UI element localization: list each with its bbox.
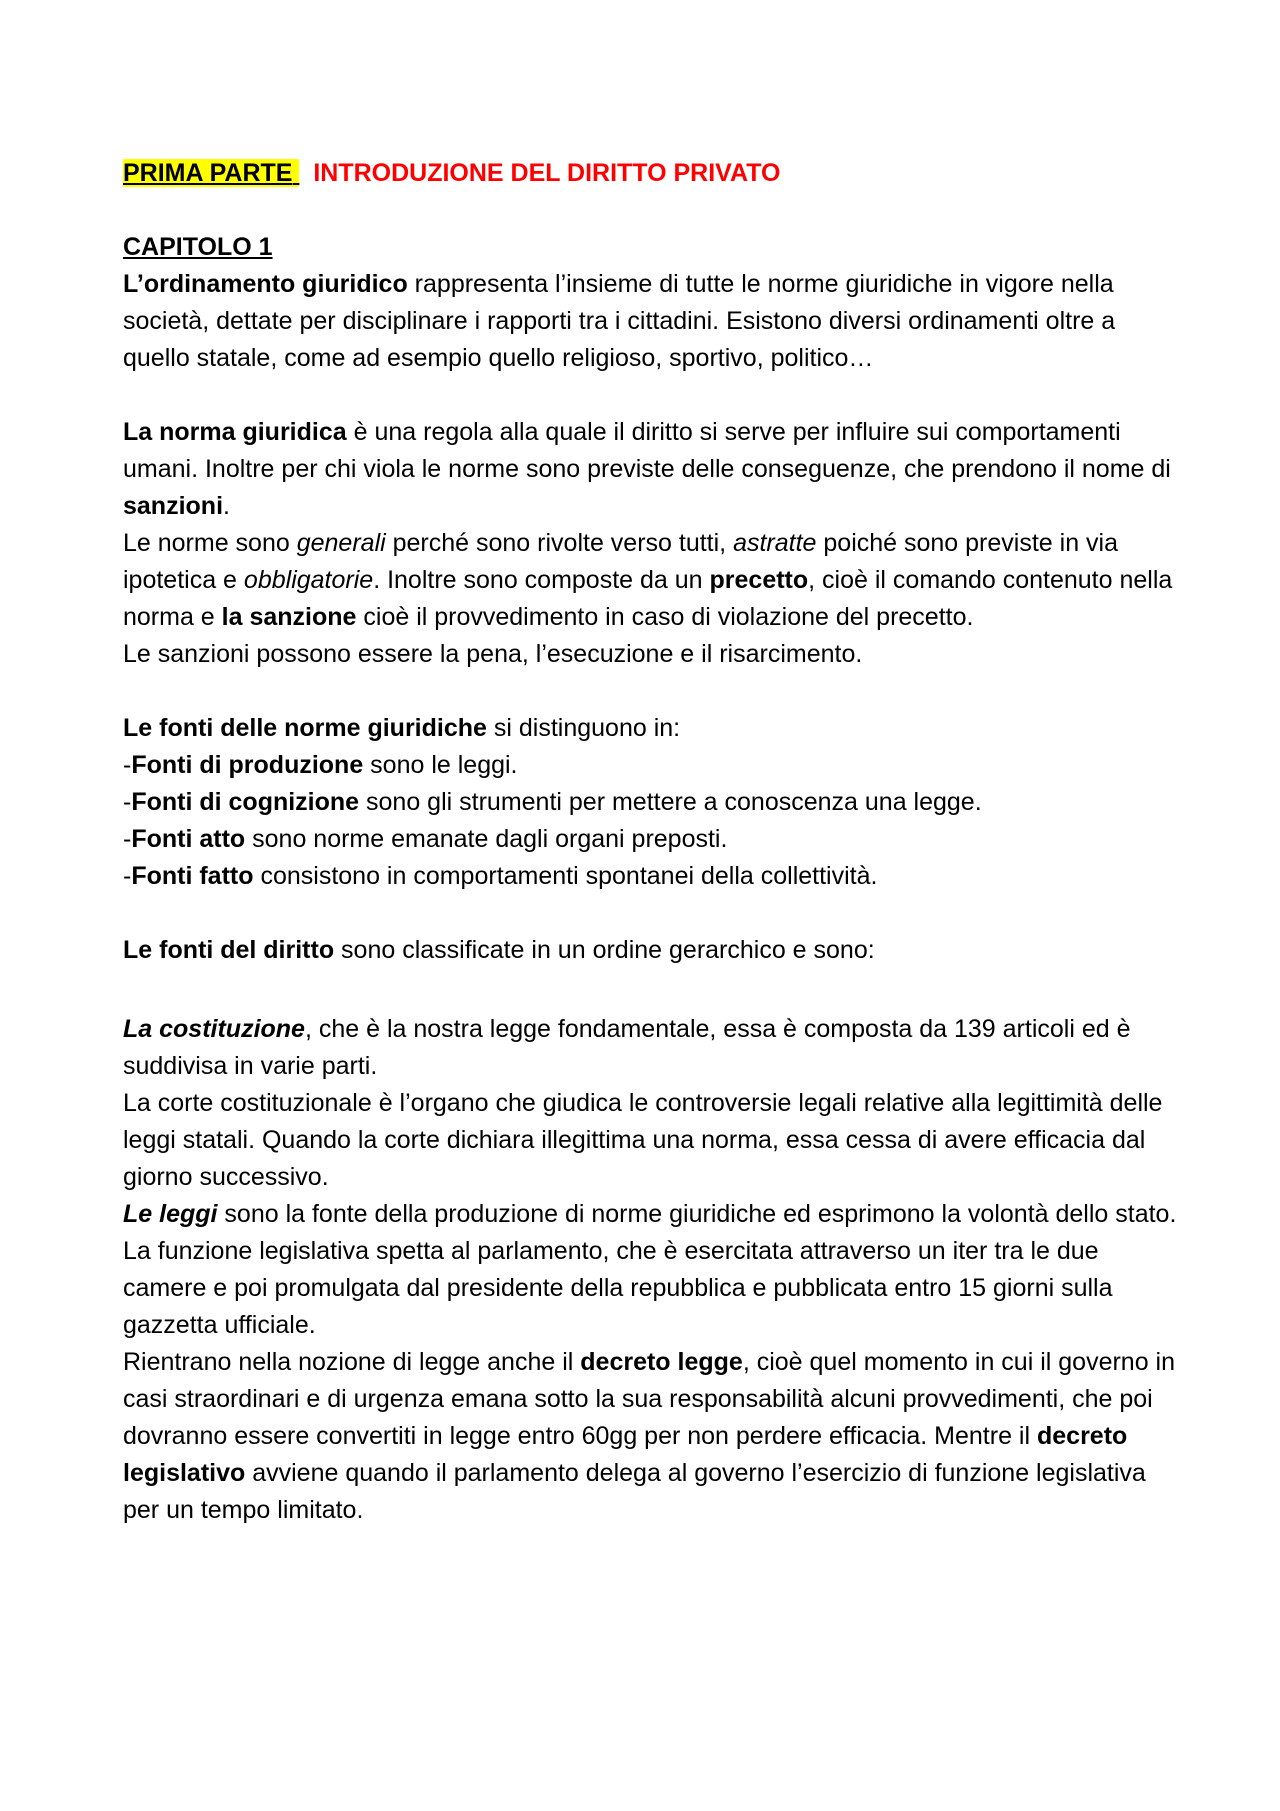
term-sanzioni: sanzioni xyxy=(123,492,224,520)
paragraph-corte-costituzionale: La corte costituzionale è l’organo che giudica le controversie legali relative alla legittimità delle leggi statali. Quando la corte dichiara illegittima una norma, essa cessa di avere efficacia dal giorno successivo. xyxy=(123,1089,1163,1191)
blank-line xyxy=(123,969,1183,1011)
text-segment: , cioè quel momento in cui il governo in casi straordinari e di urgenza emana sotto la sua responsabilità alcuni provvedimenti, che poi dovranno essere convertiti in legge entro 60gg per non perdere efficacia. Mentre il xyxy=(123,1348,1176,1450)
part-heading xyxy=(123,155,1183,192)
text-fonti-norme: si distinguono in: xyxy=(486,714,681,742)
list-item-prefix: - xyxy=(123,751,132,779)
text-segment: Rientrano nella nozione di legge anche il xyxy=(123,1348,581,1376)
list-item-prefix: - xyxy=(123,862,132,890)
text-segment: perché sono rivolte verso tutti, xyxy=(385,529,734,557)
part-label: PRIMA PARTE xyxy=(123,159,293,187)
part-label-spacer xyxy=(292,159,299,187)
term-fonti-diritto: Le fonti del diritto xyxy=(123,936,335,964)
paragraph-fonti-norme xyxy=(123,710,1183,747)
text-segment: Le norme sono xyxy=(123,529,297,557)
text-segment: . Inoltre sono composte da un xyxy=(373,566,710,594)
list-item-term: Fonti fatto xyxy=(131,862,254,890)
chapter-title xyxy=(123,229,1183,266)
paragraph-costituzione xyxy=(123,1011,1183,1085)
paragraph-leggi xyxy=(123,1196,1183,1233)
list-item-text: sono gli strumenti per mettere a conoscenza una legge. xyxy=(359,788,982,816)
part-title: INTRODUZIONE DEL DIRITTO PRIVATO xyxy=(313,159,781,187)
text-segment: poiché sono previste in via ipotetica e xyxy=(123,529,1118,594)
paragraph-fonti-diritto xyxy=(123,932,1183,969)
list-item-text: sono norme emanate dagli organi preposti. xyxy=(245,825,728,853)
list-item-prefix: - xyxy=(123,788,132,816)
term-astratte: astratte xyxy=(733,529,817,557)
list-item-term: Fonti di produzione xyxy=(131,751,364,779)
list-item-term: Fonti di cognizione xyxy=(131,788,360,816)
list-item-term: Fonti atto xyxy=(131,825,246,853)
text-leggi: sono la fonte della produzione di norme giuridiche ed esprimono la volontà dello stato. xyxy=(217,1200,1177,1228)
text-norma-2: . xyxy=(223,492,230,520)
document-body xyxy=(123,155,1183,1529)
term-decreto-legge: decreto legge xyxy=(580,1348,743,1376)
list-item-text: consistono in comportamenti spontanei della collettività. xyxy=(253,862,878,890)
term-fonti-norme: Le fonti delle norme giuridiche xyxy=(123,714,487,742)
text-norma-1: è una regola alla quale il diritto si serve per influire sui comportamenti umani. Inoltre per chi viola le norme sono previste delle conseguenze, che prendono il nome di xyxy=(123,418,1171,483)
paragraph-ordinamento xyxy=(123,266,1183,377)
blank-line xyxy=(123,192,1183,229)
term-leggi: Le leggi xyxy=(123,1200,218,1228)
blank-line xyxy=(123,673,1183,710)
paragraph-decreti xyxy=(123,1344,1183,1529)
blank-line xyxy=(123,895,1183,932)
term-norma: La norma giuridica xyxy=(123,418,347,446)
paragraph-sanzioni: Le sanzioni possono essere la pena, l’esecuzione e il risarcimento. xyxy=(123,640,863,668)
list-item-prefix: - xyxy=(123,825,132,853)
text-segment: cioè il provvedimento in caso di violazione del precetto. xyxy=(356,603,974,631)
term-obbligatorie: obbligatorie xyxy=(243,566,374,594)
text-fonti-diritto: sono classificate in un ordine gerarchico e sono: xyxy=(334,936,875,964)
list-item xyxy=(123,821,1183,858)
list-item xyxy=(123,747,1183,784)
text-ordinamento: rappresenta l’insieme di tutte le norme giuridiche in vigore nella società, dettate per disciplinare i rapporti tra i cittadini. Esistono diversi ordinamenti oltre a quello statale, come ad esempio quello religioso, sportivo, politico… xyxy=(123,270,1116,372)
text-segment: , cioè il comando contenuto nella norma e xyxy=(123,566,1173,631)
text-costituzione: , che è la nostra legge fondamentale, essa è composta da 139 articoli ed è suddivisa in varie parti. xyxy=(123,1015,1131,1080)
chapter-title-text: CAPITOLO 1 xyxy=(123,233,273,261)
list-item-text: sono le leggi. xyxy=(363,751,518,779)
term-ordinamento: L’ordinamento giuridico xyxy=(123,270,408,298)
term-costituzione: La costituzione xyxy=(123,1015,305,1043)
list-item xyxy=(123,784,1183,821)
paragraph-norme-caratteri xyxy=(123,525,1183,636)
term-la-sanzione: la sanzione xyxy=(221,603,357,631)
paragraph-norma xyxy=(123,414,1183,525)
term-decreto-legislativo: decreto legislativo xyxy=(123,1422,1128,1487)
term-precetto: precetto xyxy=(709,566,809,594)
paragraph-funzione-legislativa: La funzione legislativa spetta al parlamento, che è esercitata attraverso un iter tra le due camere e poi promulgata dal presidente della repubblica e pubblicata entro 15 giorni sulla gazzetta ufficiale. xyxy=(123,1237,1113,1339)
text-segment: avviene quando il parlamento delega al governo l’esercizio di funzione legislativa per un tempo limitato. xyxy=(123,1459,1146,1524)
term-generali: generali xyxy=(296,529,386,557)
blank-line xyxy=(123,377,1183,414)
list-item xyxy=(123,858,1183,895)
